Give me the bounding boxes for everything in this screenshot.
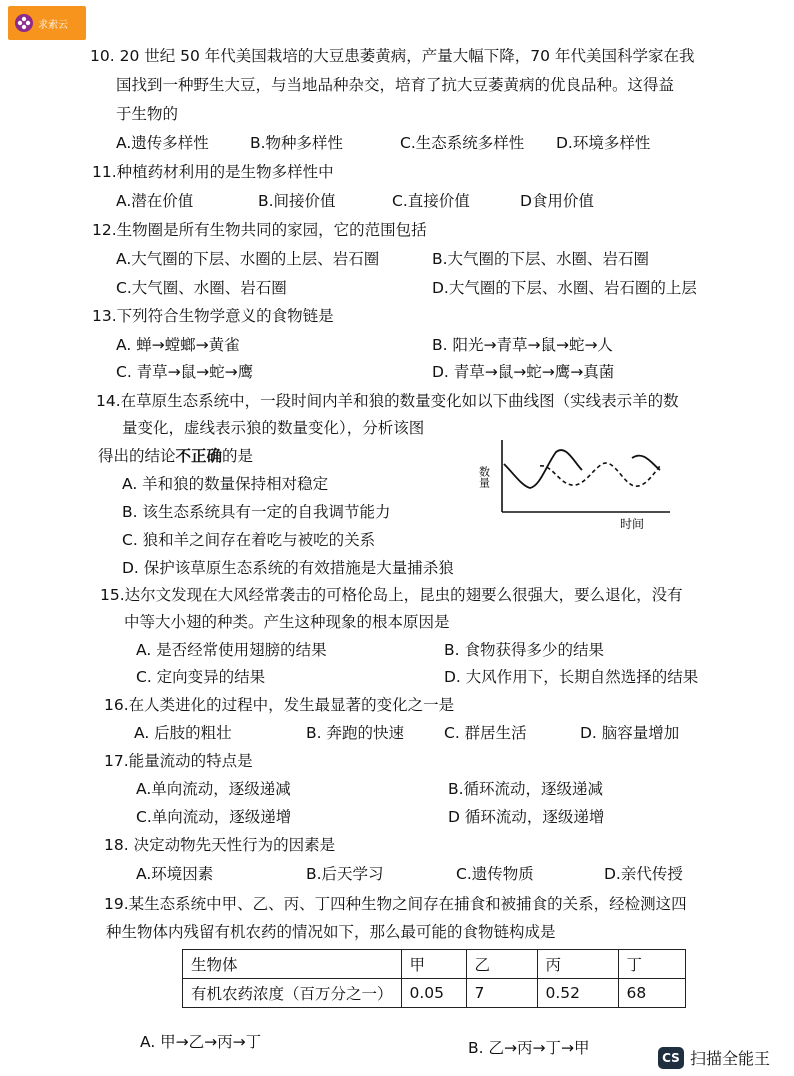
- q14-option-d: D. 保护该草原生态系统的有效措施是大量捕杀狼: [122, 559, 454, 577]
- q18-option-d: D.亲代传授: [604, 865, 683, 883]
- q18-stem: 18. 决定动物先天性行为的因素是: [104, 836, 336, 854]
- q12-option-d: D.大气圈的下层、水圈、岩石圈的上层: [432, 279, 697, 297]
- q19-stem-line2: 种生物体内残留有机农药的情况如下，那么最可能的食物链构成是: [106, 923, 556, 941]
- q19-stem-line1: 19.某生态系统中甲、乙、丙、丁四种生物之间存在捕食和被捕食的关系，经检测这四: [104, 895, 687, 913]
- logo: [8, 6, 86, 40]
- table-cell: 有机农药浓度（百万分之一）: [183, 979, 402, 1008]
- q14-option-b: B. 该生态系统具有一定的自我调节能力: [122, 503, 391, 521]
- scanner-brand-name: 扫描全能王: [690, 1049, 771, 1068]
- table-header-cell: 丙: [537, 950, 618, 979]
- q15-option-b: B. 食物获得多少的结果: [444, 641, 604, 659]
- q14-option-c: C. 狼和羊之间存在着吃与被吃的关系: [122, 531, 376, 549]
- series-sheep-line: [504, 450, 582, 488]
- q19-option-b: B. 乙→丙→丁→甲: [468, 1039, 590, 1057]
- q15-option-c: C. 定向变异的结果: [136, 668, 266, 686]
- table-header-row: [183, 950, 686, 979]
- series-wolf-line: [540, 463, 660, 486]
- x-axis-label: 时间: [620, 517, 645, 531]
- q10-option-a: A.遗传多样性: [116, 134, 209, 152]
- q15-stem-line1: 15.达尔文发现在大风经常袭击的可格伦岛上，昆虫的翅要么很强大，要么退化，没有: [100, 586, 683, 604]
- q13-stem: 13.下列符合生物学意义的食物链是: [92, 307, 334, 325]
- q12-option-b: B.大气圈的下层、水圈、岩石圈: [432, 250, 650, 268]
- q14-stem-line2: 量变化，虚线表示狼的数量变化），分析该图: [122, 419, 425, 437]
- q16-option-c: C. 群居生活: [444, 724, 527, 742]
- q10-stem-line2: 国找到一种野生大豆，与当地品种杂交，培育了抗大豆萎黄病的优良品种。这得益: [116, 76, 675, 94]
- y-axis-label: 数量: [477, 466, 491, 488]
- table-header-cell: 生物体: [183, 950, 402, 979]
- q18-option-a: A.环境因素: [136, 865, 214, 883]
- q13-option-d: D. 青草→鼠→蛇→鹰→真菌: [432, 363, 615, 381]
- q11-option-b: B.间接价值: [258, 192, 336, 210]
- q17-option-d: D 循环流动，逐级递增: [448, 808, 605, 826]
- q13-option-b: B. 阳光→青草→鼠→蛇→人: [432, 336, 613, 354]
- table-cell: 0.52: [537, 979, 618, 1008]
- pesticide-table: [182, 949, 686, 1008]
- table-cell: 0.05: [401, 979, 466, 1008]
- q13-option-c: C. 青草→鼠→蛇→鹰: [116, 363, 254, 381]
- q14-stem-line3-post: 的是: [222, 447, 254, 465]
- q12-option-a: A.大气圈的下层、水圈的上层、岩石圈: [116, 250, 380, 268]
- q16-option-a: A. 后肢的粗壮: [134, 724, 232, 742]
- scanner-watermark: [658, 1046, 770, 1069]
- q12-stem: 12.生物圈是所有生物共同的家园，它的范围包括: [92, 221, 427, 239]
- population-chart: [474, 436, 674, 532]
- q12-option-c: C.大气圈、水圈、岩石圈: [116, 279, 287, 297]
- q17-option-b: B.循环流动，逐级递减: [448, 780, 604, 798]
- q11-stem: 11.种植药材利用的是生物多样性中: [92, 163, 334, 181]
- q18-option-b: B.后天学习: [306, 865, 384, 883]
- logo-text: 求索云: [38, 19, 68, 31]
- table-cell: 68: [618, 979, 685, 1008]
- q15-stem-line2: 中等大小翅的种类。产生这种现象的根本原因是: [124, 613, 450, 631]
- q17-option-c: C.单向流动，逐级递增: [136, 808, 292, 826]
- table-cell: 7: [466, 979, 537, 1008]
- q10-stem-line1: 10. 20 世纪 50 年代美国栽培的大豆患萎黄病，产量大幅下降，70 年代美国科学家在我: [90, 47, 695, 65]
- q16-stem: 16.在人类进化的过程中，发生最显著的变化之一是: [104, 696, 455, 714]
- q10-option-d: D.环境多样性: [556, 134, 651, 152]
- q14-stem-emphasis: 不正确: [175, 447, 223, 465]
- q17-stem: 17.能量流动的特点是: [104, 752, 253, 770]
- logo-flower-icon: [14, 13, 34, 33]
- series-sheep-line-tail: [632, 456, 660, 470]
- q11-option-d: D食用价值: [520, 192, 594, 210]
- table-header-cell: 丁: [618, 950, 685, 979]
- q19-option-a: A. 甲→乙→丙→丁: [140, 1033, 262, 1051]
- table-row: [183, 979, 686, 1008]
- q15-option-a: A. 是否经常使用翅膀的结果: [136, 641, 327, 659]
- q11-option-c: C.直接价值: [392, 192, 470, 210]
- q15-option-d: D. 大风作用下，长期自然选择的结果: [444, 668, 699, 686]
- q14-stem-line1: 14.在草原生态系统中，一段时间内羊和狼的数量变化如以下曲线图（实线表示羊的数: [96, 392, 679, 410]
- cs-badge-icon: CS: [658, 1047, 684, 1069]
- q10-option-c: C.生态系统多样性: [400, 134, 525, 152]
- q18-option-c: C.遗传物质: [456, 865, 534, 883]
- q14-stem-line3-pre: 得出的结论: [98, 447, 176, 465]
- q14-option-a: A. 羊和狼的数量保持相对稳定: [122, 475, 329, 493]
- q16-option-d: D. 脑容量增加: [580, 724, 680, 742]
- q10-option-b: B.物种多样性: [250, 134, 344, 152]
- q13-option-a: A. 蝉→螳螂→黄雀: [116, 336, 240, 354]
- table-header-cell: 甲: [401, 950, 466, 979]
- table-header-cell: 乙: [466, 950, 537, 979]
- q10-stem-line3: 于生物的: [116, 105, 179, 123]
- q16-option-b: B. 奔跑的快速: [306, 724, 404, 742]
- q14-stem-line3: [98, 446, 253, 466]
- q17-option-a: A.单向流动，逐级递减: [136, 780, 291, 798]
- q11-option-a: A.潜在价值: [116, 192, 194, 210]
